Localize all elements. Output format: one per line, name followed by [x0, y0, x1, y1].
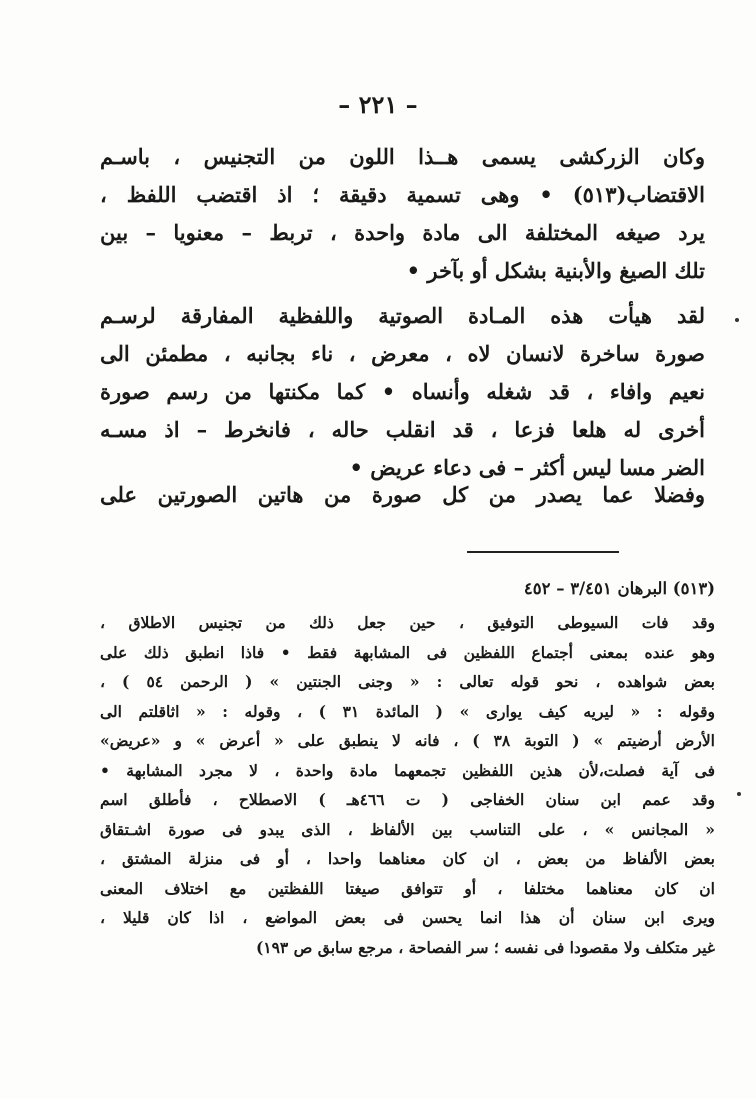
footnote-line: وهو عنده بمعنى أجتماع اللفظين فى المشابهة فقط • فاذا انطبق ذلك على: [100, 642, 715, 662]
footnote-line: بعض الألفاظ من بعض ، ان كان معناهما واحدا ، أو فى منزلة المشتق ،: [100, 849, 715, 868]
footnote-line: غير متكلف ولا مقصودا فى نفسه ؛ سر الفصاحة ، مرجع سابق ص ١٩٣): [255, 937, 715, 957]
text-line: نعيم وافاء ، قد شغله وأنساه • كما مكنتها من رسم صورة: [100, 379, 705, 404]
footnote-line: وقوله : « ليريه كيف يوارى » ( المائدة ٣١ ) ، وقوله : « اثاقلتم الى: [100, 701, 715, 721]
footnote-line: وقد عمم ابن سنان الخفاجى ( ت ٤٦٦هـ ) الاصطلاح ، فأطلق اسم: [100, 790, 715, 809]
page-number: – ٢٢١ –: [338, 90, 418, 119]
text-line: صورة ساخرة لانسان لاه ، معرض ، ناء بجانبه ، مطمئن الى: [100, 341, 705, 366]
paragraph-3: [100, 476, 705, 514]
text-line: يرد صيغه المختلفة الى مادة واحدة ، تربط – معنويا – بين: [100, 220, 705, 245]
footnote-line: ويرى ابن سنان أن هذا انما يحسن فى بعض المواضع ، اذا كان قليلا ،: [100, 908, 715, 927]
text-line: تلك الصيغ والأبنية بشكل أو بآخر •: [406, 258, 705, 283]
footnote-line: الأرض أرضيتم » ( التوبة ٣٨ ) ، فانه لا ينطبق على « أعرض » و «عريض»: [100, 731, 715, 750]
footnote-line: فى آية فصلت،لأن هذين اللفظين تجمعهما مادة واحدة ، لا مجرد المشابهة •: [100, 760, 715, 780]
footnote-reference: [100, 574, 715, 604]
footnote-line: وقد فات السيوطى التوفيق ، حين جعل ذلك من تجنيس الاطلاق ،: [100, 613, 715, 632]
text-line: لقد هيأت هذه المـادة الصوتية واللفظية المفارقة لرسـم: [100, 303, 705, 328]
footnote-citation: (٥١٣) البرهان ٣/٤٥١ – ٤٥٢: [523, 579, 715, 598]
paragraph-2: [100, 297, 705, 487]
text-line: وفضلا عما يصدر من كل صورة من هاتين الصورتين على: [100, 482, 705, 507]
footnote-line: « المجانس » ، على التناسب بين الألفاظ ، الذى يبدو فى صورة اشـتقاق: [100, 819, 715, 839]
scan-speck: [737, 792, 741, 796]
paragraph-1: [100, 138, 705, 290]
footnote-body: [100, 608, 715, 962]
text-line: الاقتضاب(٥١٣) • وهى تسمية دقيقة ؛ اذ اقتضب اللفظ ،: [100, 182, 705, 207]
text-line: وكان الزركشى يسمى هــذا اللون من التجنيس ، باسـم: [100, 144, 705, 169]
footnote-line: ان كان معناهما مختلفا ، أو تتوافق صيغتا اللفظتين مع اختلاف المعنى: [100, 878, 715, 898]
text-line: الضر مسا ليس أكثر – فى دعاء عريض •: [349, 455, 705, 480]
text-line: أخرى له هلعا فزعا ، قد انقلب حاله ، فانخرط – اذ مسـه: [100, 417, 705, 442]
footnote-line: بعض شواهده ، نحو قوله تعالى : « وجنى الجنتين » ( الرحمن ٥٤ ) ،: [100, 672, 715, 691]
scan-speck: [735, 318, 739, 322]
footnote-divider: [467, 551, 619, 553]
